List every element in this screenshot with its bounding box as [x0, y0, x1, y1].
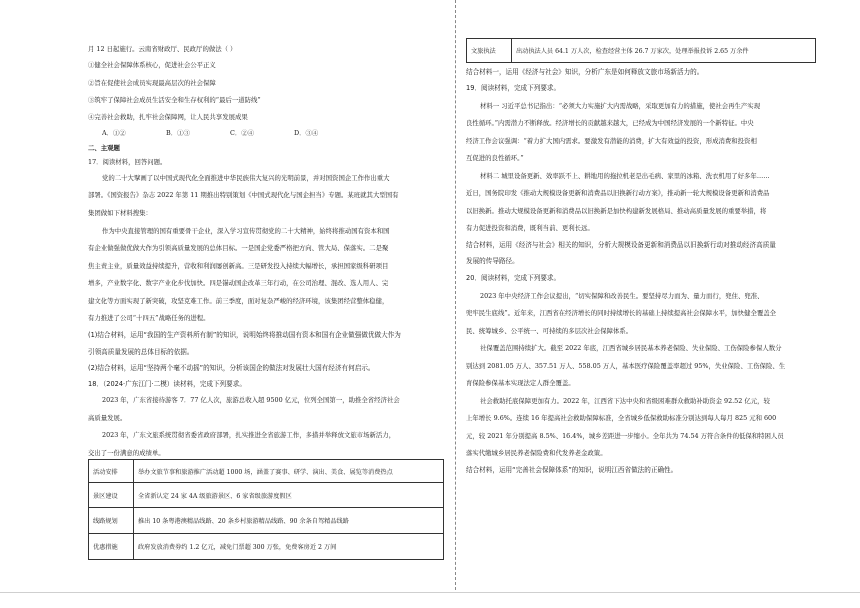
table-row-key: 线路规划 [89, 508, 134, 534]
table-row [89, 460, 444, 483]
q20-material-line: 育保险参保基本实现法定人群全覆盖。 [466, 379, 575, 387]
table-row-value: 举办文旅节事和旅游推广活动超 1000 场，涵盖了赛事、研学、演出、美食、展览等消费热点 [134, 460, 444, 483]
q19-material-1-line: 互促进的良性循环。” [466, 154, 524, 162]
table-row-key: 优惠措施 [89, 534, 134, 560]
q20-title: 20．阅读材料，完成下列要求。 [466, 274, 561, 282]
q17-material-line: 有力推进了公司“十四五”战略任务的进程。 [88, 314, 210, 322]
table-row [467, 39, 816, 63]
q20-material-line: 民、统筹城乡、公平统一、可持续的多层次社会保障体系。 [466, 327, 633, 335]
q19-material-2-line: 以旧换新。推动大规模设备更新和消费品以旧换新是加快构建新发展格局、推动高质量发展的重要举措，将 [466, 207, 767, 215]
q18-title: 18．（2024·广东江门·二模）读材料，完成下列要求。 [88, 380, 246, 388]
tourism-measures-table-cont [466, 38, 816, 63]
q17-material-line: 作为中央直接管理的国有重要骨干企业，深入学习宣传贯彻党的二十大精神，始终将推动国有资本和国 [102, 227, 390, 235]
q20-question: 结合材料，运用“完善社会保障体系”的知识，说明江西省做法的正确性。 [466, 466, 678, 474]
q17-paragraph-line: 集团做如下材料搜集： [88, 209, 152, 217]
choice-d: D．③④ [294, 129, 319, 137]
q17-material-line: 有企业做强做优做大作为引领高质量发展的总体目标。一是国企党委严格把方向、管大局、保落实。二是聚 [88, 244, 389, 252]
q18-paragraph-line: 2023 年，广东文旅系统贯彻省委省政府部署，扎实推进全省旅游工作，多措并举释放文旅市场新活力， [102, 431, 396, 439]
table-row-value: 全省新认定 24 家 4A 级旅游景区、6 家省级旅游度假区 [134, 483, 444, 508]
table-row-key: 景区建设 [89, 483, 134, 508]
table-row-value: 推出 10 条粤港澳精品线路、20 条乡村旅游精品线路、90 余条自驾精品线路 [134, 508, 444, 534]
section-heading: 二、主观题 [88, 144, 120, 152]
q17-subquestion-1: (1)结合材料，运用“我国的生产资料所有制”的知识，说明始终将推动国有资本和国有企业做强做优做大作为 [88, 331, 401, 339]
q20-material-line: 落实代缴城乡居民养老保险费和代发养老金政策。 [466, 449, 607, 457]
q18-paragraph-line: 2023 年，广东省接待游客 7．77 亿人次，旅游总收入超 9500 亿元，位列全国第一，助推全省经济社会 [102, 396, 400, 404]
q18-paragraph-line: 交出了一份满意的成绩单。 [88, 449, 165, 457]
q19-question: 结合材料，运用《经济与社会》相关的知识，分析大规模设备更新和消费品以旧换新行动对推动经济高质量 [466, 241, 776, 249]
q20-material-line: 元，较 2021 年分别提高 8.5%、16.4%，城乡差距进一步缩小。全年共为 74.54 万符合条件的低保和特困人员 [466, 432, 784, 440]
q18-question: 结合材料一，运用《经济与社会》知识，分析广东是如何释放文旅市场新活力的。 [466, 68, 704, 76]
q19-material-2-line: 材料二 城里设备更新、效率跃不上、耕地用的拖拉机老是出毛病、家里的冰箱、洗衣机用了好多年…… [480, 172, 770, 180]
q20-material-line: 兜牢民生底线”。近年来，江西省在经济增长的同时持续增长的基础上持续提高社会保障水平，加快健全覆盖全 [466, 309, 777, 317]
option-1: ①健全社会保障体系核心，促进社会公平正义 [88, 61, 216, 69]
question-stem-end: 月 12 日起施行。云南省财政厅、民政厅的做法（ ） [88, 45, 237, 53]
choice-c: C．②④ [230, 129, 255, 137]
table-row-value: 出动执法人员 64.1 万人次，检查经营主体 26.7 万家次，处理举报投诉 2.65 万余件 [512, 39, 816, 63]
q17-title: 17．阅读材料，回答问题。 [88, 158, 167, 166]
choice-a: A．①② [102, 129, 126, 137]
q20-material-line: 上年增长 9.6%。连续 16 年提高社会救助保障标准，全省城乡低保救助标准分别达到每人每月 825 元和 600 [466, 414, 777, 422]
q17-paragraph-line: 党的二十大擘画了以中国式现代化全面推进中华民族伟大复兴的光明前景，并对国资国企工作作出重大 [102, 174, 390, 182]
q19-material-2-line: 近日，国务院印发《推动大规模设备更新和消费品以旧换新行动方案》，推动新一轮大规模设备更新和消费品 [466, 189, 770, 197]
q20-material-line: 2023 年中央经济工作会议提出，“切实保障和改善民生。要坚持尽力而为、量力而行，兜住、兜准、 [480, 292, 764, 300]
q17-material-line: 增多，产业数字化、数字产业化步伐加快。四是锚动国企改革三年行动，在公司治理、混改、选人用人、完 [88, 279, 389, 287]
q17-subquestion-2: (2)结合材料，运用“坚持两个毫不动摇”的知识，分析该国企的做法对发展壮大国有经济有何启示。 [88, 364, 375, 372]
table-row [89, 508, 444, 534]
q20-material-line: 别达到 2081.05 万人、357.51 万人、558.05 万人，基本医疗保险覆盖率超过 95%，失业保险、工伤保险、生 [466, 362, 786, 370]
q19-question-cont: 发展的传导路径。 [466, 257, 519, 265]
option-3: ③筑牢了保障社会成员生活安全和生存权利的“最后一道防线” [88, 96, 261, 104]
q19-material-2-line: 有力促进投资和消费，既利当前、更利长远。 [466, 224, 594, 232]
q17-subquestion-1-cont: 引领高质量发展的总体目标的依据。 [88, 348, 194, 356]
q18-paragraph-line: 高质量发展。 [88, 414, 127, 422]
page-bottom-rule [0, 592, 860, 593]
column-divider [455, 0, 456, 590]
table-row-value: 政府发放消费券约 1.2 亿元，减免门票超 300 万张，免费客房近 2 万间 [134, 534, 444, 560]
table-row-key: 活动安排 [89, 460, 134, 483]
q19-title: 19．阅读材料，完成下列要求。 [466, 84, 561, 92]
table-row-key: 文旅执法 [467, 39, 512, 63]
q17-paragraph-line: 部署。《国资报告》杂志 2022 年第 11 期推出特别策划《中国式现代化与国企担当》专题。某班就其大型国有 [88, 191, 399, 199]
q19-material-1-line: 材料一 习近平总书记指出：“必须大力实施扩大内需战略，采取更加有力的措施，使社会再生产实现 [480, 102, 761, 110]
answer-choices [102, 129, 358, 137]
q17-material-line: 建文化等方面实现了新突破，攻坚克难工作。前三季度，面对复杂严峻的经济环境，该集团经营整体稳健， [88, 297, 389, 305]
table-row [89, 534, 444, 560]
q20-material-line: 社会救助托底保障更加有力。2022 年，江西省下达中央和省级困难群众救助补助资金 92.52 亿元，较 [480, 397, 770, 405]
q19-material-1-line: 经济工作会议强调：“着力扩大国内需求。要激发有潜能的消费，扩大有效益的投资，形成消费和投资相 [466, 137, 757, 145]
tourism-measures-table [88, 459, 444, 560]
table-row [89, 483, 444, 508]
q20-material-line: 社保覆盖范围持续扩大。截至 2022 年底，江西省城乡居民基本养老保险、失业保险、工伤保险参保人数分 [480, 344, 782, 352]
q17-material-line: 焦主责主业，质量效益持续提升，营收和利润屡创新高。三是研发投入持续大幅增长，承担国家级科研项目 [88, 262, 389, 270]
option-4: ④完善社会救助，扎牢社会保障网，让人民共享发展成果 [88, 113, 248, 121]
option-2: ②旨在促使社会成员实现最高层次的社会保障 [88, 79, 216, 87]
choice-b: B．①③ [166, 129, 190, 137]
q19-material-1-line: 良性循环。”内需潜力不断释放。经济增长的贡献越来越大，已经成为中国经济发展的一个新特征。中央 [466, 119, 754, 127]
